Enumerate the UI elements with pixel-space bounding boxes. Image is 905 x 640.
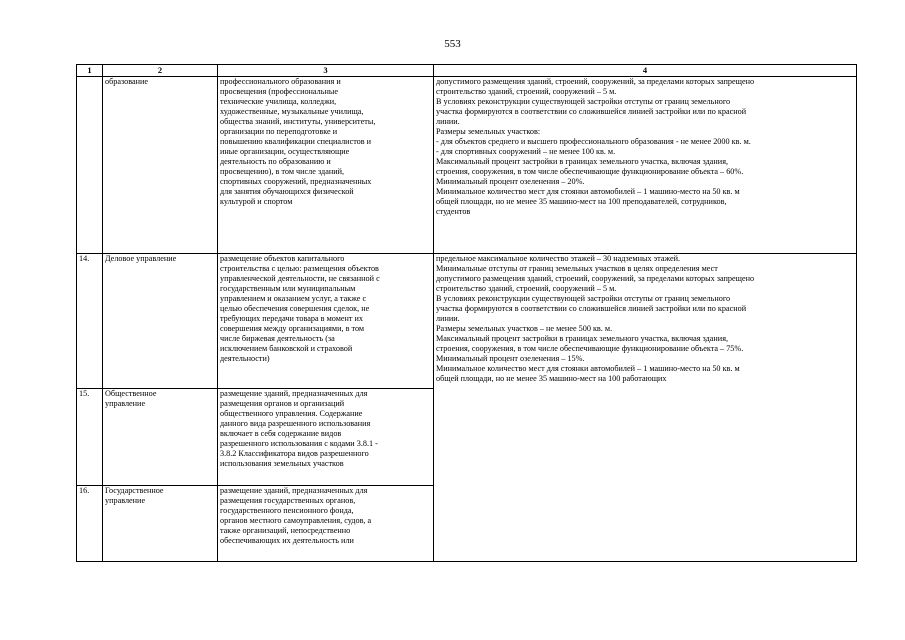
table-row xyxy=(77,254,857,389)
use-type-description: размещение объектов капитального строительства с целью: размещения объектов управленческой деятельности, не связанной с государственным или муниципальным управлением и оказанием услуг, а также с целью обеспечения совершения сделок, не требующих передачи товара в момент их совершения между организациями, в том числе биржевая деятельность (за исключением банковской и страховой деятельности) xyxy=(218,254,434,389)
row-number: 15. xyxy=(77,389,103,486)
table-header-row xyxy=(77,65,857,77)
use-type-name: Государственное управление xyxy=(103,486,218,562)
construction-parameters: предельное максимальное количество этажей – 30 надземных этажей. Минимальные отступы от границ земельных участков в целях определения мест допустимого размещения зданий, строений, сооружений, за пределами которых запрещено строительство зданий, строений, сооружений – 5 м. В условиях реконструкции существующей застройки отступы от границ земельного участка формируются в соответствии со сложившейся линией застройки или по красной линии. Размеры земельных участков – не менее 500 кв. м. Максимальный процент застройки в границах земельного участка, включая здания, строения, сооружения, в том числе обеспечивающие функционирование объекта – 75%. Минимальный процент озеленения – 15%. Минимальное количество мест для стоянки автомобилей – 1 машино-место на 50 кв. м общей площади, но не менее 35 машино-мест на 100 работающих xyxy=(434,254,857,562)
page-number: 553 xyxy=(444,38,461,50)
use-type-description: профессионального образования и просвещения (профессиональные технические училища, колледжи, художественные, музыкальные училища, общества знаний, институты, университеты, организации по переподготовке и повышению квалификации специалистов и иные организации, осуществляющие деятельность по образованию и просвещению), в том числе зданий, спортивных сооружений, предназначенных для занятия обучающихся физической культурой и спортом xyxy=(218,77,434,254)
use-type-description: размещение зданий, предназначенных для размещения государственных органов, государственного пенсионного фонда, органов местного самоуправления, судов, а также организаций, непосредственно обеспечивающих их деятельность или xyxy=(218,486,434,562)
column-header-2: 2 xyxy=(103,65,218,77)
row-number: 16. xyxy=(77,486,103,562)
use-type-description: размещение зданий, предназначенных для размещения органов и организаций общественного управления. Содержание данного вида разрешенного использования включает в себя содержание видов разрешенного использования с кодами 3.8.1 - 3.8.2 Классификатора видов разрешенного использования земельных участков xyxy=(218,389,434,486)
use-type-name: Деловое управление xyxy=(103,254,218,389)
row-number xyxy=(77,77,103,254)
column-header-4: 4 xyxy=(434,65,857,77)
use-type-name: образование xyxy=(103,77,218,254)
column-header-3: 3 xyxy=(218,65,434,77)
column-header-1: 1 xyxy=(77,65,103,77)
row-number: 14. xyxy=(77,254,103,389)
zoning-regulations-table xyxy=(76,64,857,562)
table-row xyxy=(77,77,857,254)
use-type-name: Общественное управление xyxy=(103,389,218,486)
construction-parameters: допустимого размещения зданий, строений, сооружений, за пределами которых запрещено строительство зданий, строений, сооружений – 5 м. В условиях реконструкции существующей застройки отступы от границ земельного участка формируются в соответствии со сложившейся линией застройки или по красной линии. Размеры земельных участков: - для объектов среднего и высшего профессионального образования - не менее 2000 кв. м. - для спортивных сооружений – не менее 100 кв. м. Максимальный процент застройки в границах земельного участка, включая здания, строения, сооружения, в том числе обеспечивающие функционирование объекта – 60%. Минимальный процент озеленения – 20%. Минимальное количество мест для стоянки автомобилей – 1 машино-место на 50 кв. м общей площади, но не менее 35 машино-мест на 100 преподавателей, сотрудников, студентов xyxy=(434,77,857,254)
